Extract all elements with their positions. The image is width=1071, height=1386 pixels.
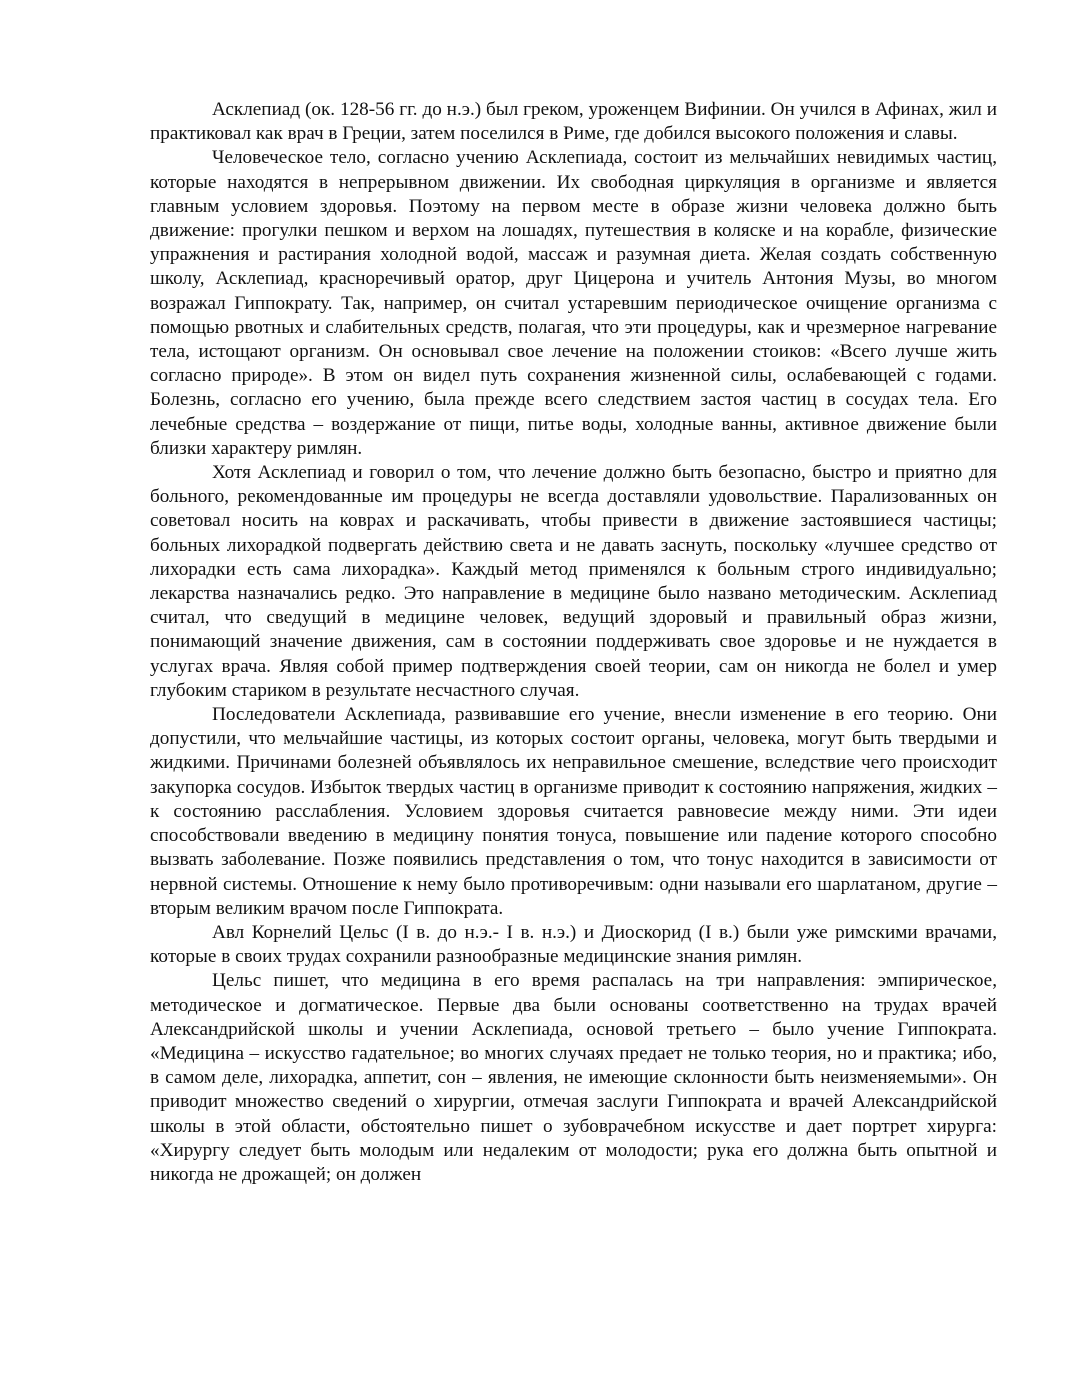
paragraph-celsus-medicine: Цельс пишет, что медицина в его время распалась на три направления: эмпирическое, методическое и догматическое. Первые два были основаны соответственно на трудах врачей Александрийской школы и учении Асклепиада, основой третьего – было учение Гиппократа. «Медицина – искусство гадательное; во многих случаях предает не только теория, но и практика; ибо, в самом деле, лихорадка, аппетит, сон – явления, не имеющие склонности быть неизменяемыми». Он приводит множество сведений о хирургии, отмечая заслуги Гиппократа и врачей Александрийской школы в этой области, обстоятельно пишет о зубоврачебном искусстве и дает портрет хирурга: «Хирургу следует быть молодым или недалеким от молодости; рука его должна быть опытной и никогда не дрожащей; он должен	[150, 970, 997, 1185]
paragraph-body-theory: Человеческое тело, согласно учению Асклепиада, состоит из мельчайших невидимых частиц, которые находятся в непрерывном движении. Их свободная циркуляция в организме и является главным условием здоровья. Поэтому на первом месте в образе жизни человека должно быть движение: прогулки пешком и верхом на лошадях, путешествия в коляске и на корабле, физические упражнения и растирания холодной водой, массаж и разумная диета. Желая создать собственную школу, Асклепиад, красноречивый оратор, друг Цицерона и учитель Антония Музы, во многом возражал Гиппократу. Так, например, он считал устаревшим периодическое очищение организма с помощью рвотных и слабительных средств, полагая, что эти процедуры, как и чрезмерное нагревание тела, истощают организм. Он основывал свое лечение на положении стоиков: «Всего лучше жить согласно природе». В этом он видел путь сохранения жизненной силы, ослабевающей с годами. Болезнь, согласно его учению, была прежде всего следствием застоя частиц в сосудах тела. Его лечебные средства – воздержание от пищи, питье воды, холодные ванны, активное движение были близки характеру римлян.	[150, 147, 997, 459]
paragraph-followers: Последователи Асклепиада, развивавшие его учение, внесли изменение в его теорию. Они допустили, что мельчайшие частицы, из которых состоит органы, человека, могут быть твердыми и жидкими. Причинами болезней объявлялось их неправильное смешение, вследствие чего происходит закупорка сосудов. Избыток твердых частиц в организме приводит к состоянию напряжения, жидких – к состоянию расслабления. Условием здоровья считается равновесие между ними. Эти идеи способствовали введению в медицину понятия тонуса, повышение или падение которого способно вызвать заболевание. Позже появились представления о том, что тонус находится в зависимости от нервной системы. Отношение к нему было противоречивым: одни называли его шарлатаном, другие – вторым великим врачом после Гиппократа.	[150, 704, 997, 919]
paragraph-celsus-dioscorides: Авл Корнелий Цельс (I в. до н.э.- I в. н.э.) и Диоскорид (I в.) были уже римскими врачами, которые в своих трудах сохранили разнообразные медицинские знания римлян.	[150, 921, 997, 968]
document-page	[150, 98, 997, 1187]
paragraph-asclepiades-intro: Асклепиад (ок. 128-56 гг. до н.э.) был греком, уроженцем Вифинии. Он учился в Афинах, жил и практиковал как врач в Греции, затем поселился в Риме, где добился высокого положения и славы.	[150, 99, 997, 145]
paragraph-treatment-methods: Хотя Асклепиад и говорил о том, что лечение должно быть безопасно, быстро и приятно для больного, рекомендованные им процедуры не всегда доставляли удовольствие. Парализованных он советовал носить на коврах и раскачивать, чтобы привести в движение застоявшиеся частицы; больных лихорадкой подвергать действию света и не давать заснуть, поскольку «лучшее средство от лихорадки есть сама лихорадка». Каждый метод применялся к больным строго индивидуально; лекарства назначались редко. Это направление в медицине было названо методическим. Асклепиад считал, что сведущий в медицине человек, ведущий здоровый и правильный образ жизни, понимающий значение движения, сам в состоянии поддерживать свое здоровье и не нуждается в услугах врача. Являя собой пример подтверждения своей теории, сам он никогда не болел и умер глубоким стариком в результате несчастного случая.	[150, 462, 997, 701]
